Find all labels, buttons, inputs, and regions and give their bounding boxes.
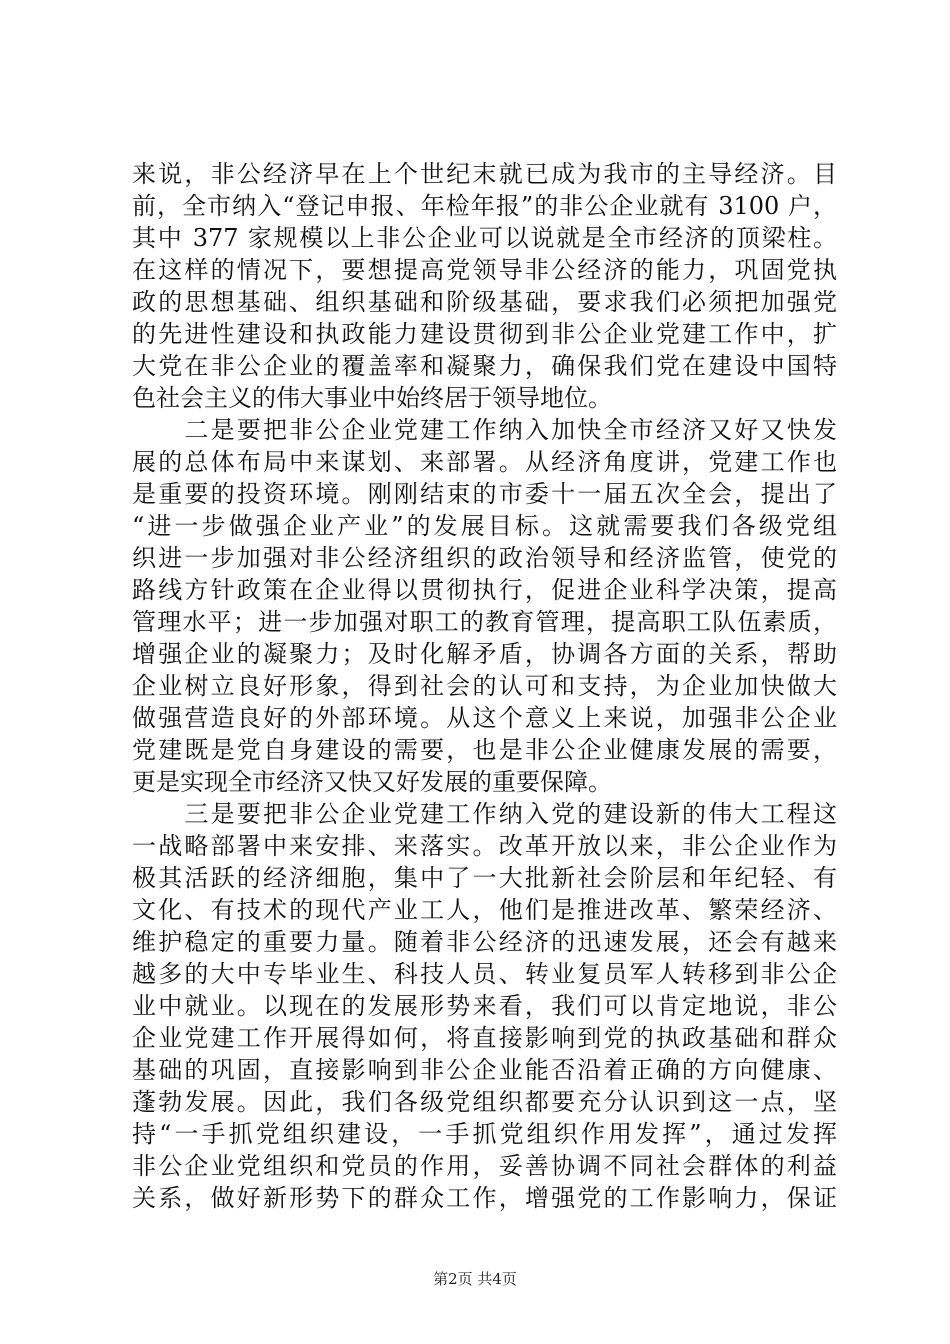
- text-line: 是重要的投资环境。刚刚结束的市委十一届五次全会，提出了: [132, 480, 837, 508]
- text-line: 管理水平；进一步加强对职工的教育管理，提高职工队伍素质，: [132, 608, 837, 636]
- text-line: 色社会主义的伟大事业中始终居于领导地位。: [132, 384, 612, 412]
- text-line: 极其活跃的经济细胞，集中了一大批新社会阶层和年纪轻、有: [132, 864, 837, 892]
- text-line: 越多的大中专毕业生、科技人员、转业复员军人转移到非公企: [132, 960, 837, 988]
- text-line: 蓬勃发展。因此，我们各级党组织都要充分认识到这一点，坚: [132, 1088, 837, 1116]
- text-line: 大党在非公企业的覆盖率和凝聚力，确保我们党在建设中国特: [132, 352, 837, 380]
- text-line: 政的思想基础、组织基础和阶级基础，要求我们必须把加强党: [132, 288, 837, 316]
- text-line: 业中就业。以现在的发展形势来看，我们可以肯定地说，非公: [132, 992, 837, 1020]
- text-line: 来说，非公经济早在上个世纪末就已成为我市的主导经济。目: [132, 160, 837, 188]
- text-line: 持“一手抓党组织建设，一手抓党组织作用发挥”，通过发挥: [132, 1120, 837, 1148]
- body-text: [132, 158, 837, 1214]
- text-line: 增强企业的凝聚力；及时化解矛盾，协调各方面的关系，帮助: [132, 640, 837, 668]
- text-line: 做强营造良好的外部环境。从这个意义上来说，加强非公企业: [132, 704, 837, 732]
- text-line: 维护稳定的重要力量。随着非公经济的迅速发展，还会有越来: [132, 928, 837, 956]
- text-line: 更是实现全市经济又快又好发展的重要保障。: [132, 768, 612, 796]
- text-line: 的先进性建设和执政能力建设贯彻到非公企业党建工作中，扩: [132, 320, 837, 348]
- text-line: 企业党建工作开展得如何，将直接影响到党的执政基础和群众: [132, 1024, 837, 1052]
- text-line: 一战略部署中来安排、来落实。改革开放以来，非公企业作为: [132, 832, 837, 860]
- text-line: 在这样的情况下，要想提高党领导非公经济的能力，巩固党执: [132, 256, 837, 284]
- text-line: 企业树立良好形象，得到社会的认可和支持，为企业加快做大: [132, 672, 837, 700]
- text-line: 非公企业党组织和党员的作用，妥善协调不同社会群体的利益: [132, 1152, 837, 1180]
- text-line: 党建既是党自身建设的需要，也是非公企业健康发展的需要，: [132, 736, 837, 764]
- text-line: 二是要把非公企业党建工作纳入加快全市经济又好又快发: [132, 416, 837, 444]
- text-line: 文化、有技术的现代产业工人，他们是推进改革、繁荣经济、: [132, 896, 837, 924]
- text-line: 前，全市纳入“登记申报、年检年报”的非公企业就有 3100 户，: [132, 192, 837, 220]
- text-line: 路线方针政策在企业得以贯彻执行，促进企业科学决策，提高: [132, 576, 837, 604]
- text-line: 关系，做好新形势下的群众工作，增强党的工作影响力，保证: [132, 1184, 837, 1212]
- text-line: 织进一步加强对非公经济组织的政治领导和经济监管，使党的: [132, 544, 837, 572]
- page-footer: 第2页 共4页: [433, 1270, 517, 1288]
- text-line: 其中 377 家规模以上非公企业可以说就是全市经济的顶梁柱。: [132, 224, 837, 252]
- text-line: 基础的巩固，直接影响到非公企业能否沿着正确的方向健康、: [132, 1056, 837, 1084]
- text-line: 三是要把非公企业党建工作纳入党的建设新的伟大工程这: [132, 800, 837, 828]
- text-line: “进一步做强企业产业”的发展目标。这就需要我们各级党组: [132, 512, 837, 540]
- text-line: 展的总体布局中来谋划、来部署。从经济角度讲，党建工作也: [132, 448, 837, 476]
